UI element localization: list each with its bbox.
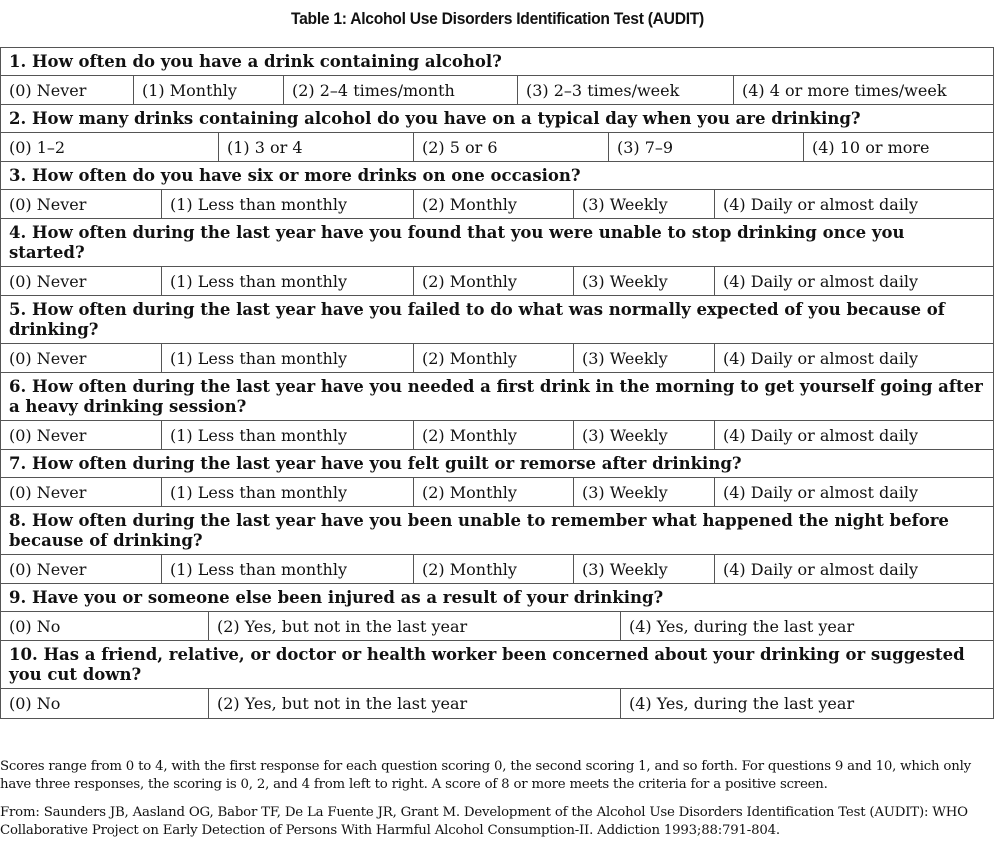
options-row-6 [1,421,993,450]
option-cell: (0) No [9,694,61,713]
question-2: 2. How many drinks containing alcohol do you have on a typical day when you are drinking? [1,105,993,133]
option-cell: (2) Monthly [413,190,573,218]
option-cell: (3) 2–3 times/week [517,76,733,104]
source-citation: From: Saunders JB, Aasland OG, Babor TF, De La Fuente JR, Grant M. Development of the Alcohol Use Disorders Identification Test (AUDIT): WHO Collaborative Project on Early Detection of Persons With Harmful Alcohol Consumption-II. Addiction 1993;88:791-804. [0,805,968,838]
option-cell: (4) Daily or almost daily [714,344,993,372]
option-cell: (0) Never [9,483,87,502]
option-cell: (4) Daily or almost daily [714,267,993,295]
question-8: 8. How often during the last year have you been unable to remember what happened the night before because of drinking? [1,507,993,555]
option-cell: (1) Less than monthly [161,267,413,295]
question-9: 9. Have you or someone else been injured as a result of your drinking? [1,584,993,612]
option-cell: (1) Less than monthly [161,555,413,583]
option-cell: (0) Never [9,349,87,368]
option-cell: (3) Weekly [573,421,714,449]
option-cell: (4) Daily or almost daily [714,421,993,449]
options-row-1 [1,76,993,105]
option-cell: (2) Monthly [413,478,573,506]
options-row-10 [1,689,993,718]
options-row-2 [1,133,993,162]
option-cell: (0) 1–2 [9,138,66,157]
option-cell: (1) 3 or 4 [218,133,413,161]
options-row-9 [1,612,993,641]
question-6: 6. How often during the last year have you needed a first drink in the morning to get yourself going after a heavy drinking session? [1,373,993,421]
option-cell: (2) 5 or 6 [413,133,608,161]
scoring-note: Scores range from 0 to 4, with the first response for each question scoring 0, the second scoring 1, and so forth. For questions 9 and 10, which only have three responses, the scoring is 0, 2, and 4 from left to right. A score of 8 or more meets the criteria for a positive screen. [0,759,971,792]
option-cell: (3) Weekly [573,267,714,295]
option-cell: (1) Less than monthly [161,478,413,506]
question-5: 5. How often during the last year have you failed to do what was normally expected of you because of drinking? [1,296,993,344]
option-cell: (2) Yes, but not in the last year [208,689,620,718]
option-cell: (3) Weekly [573,190,714,218]
option-cell: (0) Never [9,195,87,214]
option-cell: (3) Weekly [573,555,714,583]
option-cell: (0) No [9,617,61,636]
option-cell: (1) Monthly [133,76,283,104]
option-cell: (1) Less than monthly [161,190,413,218]
options-row-7 [1,478,993,507]
option-cell: (2) Monthly [413,344,573,372]
option-cell: (4) 4 or more times/week [733,76,993,104]
option-cell: (1) Less than monthly [161,344,413,372]
option-cell: (0) Never [9,272,87,291]
option-cell: (3) Weekly [573,344,714,372]
options-row-8 [1,555,993,584]
table-notes [0,758,995,850]
option-cell: (4) Yes, during the last year [620,689,993,718]
option-cell: (2) 2–4 times/month [283,76,517,104]
table-title: Table 1: Alcohol Use Disorders Identification Test (AUDIT) [291,9,704,28]
option-cell: (4) Daily or almost daily [714,190,993,218]
option-cell: (4) Daily or almost daily [714,555,993,583]
option-cell: (3) Weekly [573,478,714,506]
options-row-5 [1,344,993,373]
question-1: 1. How often do you have a drink containing alcohol? [1,48,993,76]
option-cell: (2) Yes, but not in the last year [208,612,620,640]
option-cell: (2) Monthly [413,421,573,449]
option-cell: (4) Daily or almost daily [714,478,993,506]
question-4: 4. How often during the last year have you found that you were unable to stop drinking once you started? [1,219,993,267]
option-cell: (4) 10 or more [803,133,993,161]
option-cell: (2) Monthly [413,555,573,583]
audit-table [0,47,994,719]
option-cell: (2) Monthly [413,267,573,295]
option-cell: (0) Never [9,81,87,100]
option-cell: (4) Yes, during the last year [620,612,993,640]
option-cell: (3) 7–9 [608,133,803,161]
option-cell: (0) Never [9,560,87,579]
options-row-3 [1,190,993,219]
question-3: 3. How often do you have six or more drinks on one occasion? [1,162,993,190]
question-7: 7. How often during the last year have you felt guilt or remorse after drinking? [1,450,993,478]
option-cell: (1) Less than monthly [161,421,413,449]
options-row-4 [1,267,993,296]
option-cell: (0) Never [9,426,87,445]
question-10: 10. Has a friend, relative, or doctor or health worker been concerned about your drinking or suggested you cut down? [1,641,993,689]
